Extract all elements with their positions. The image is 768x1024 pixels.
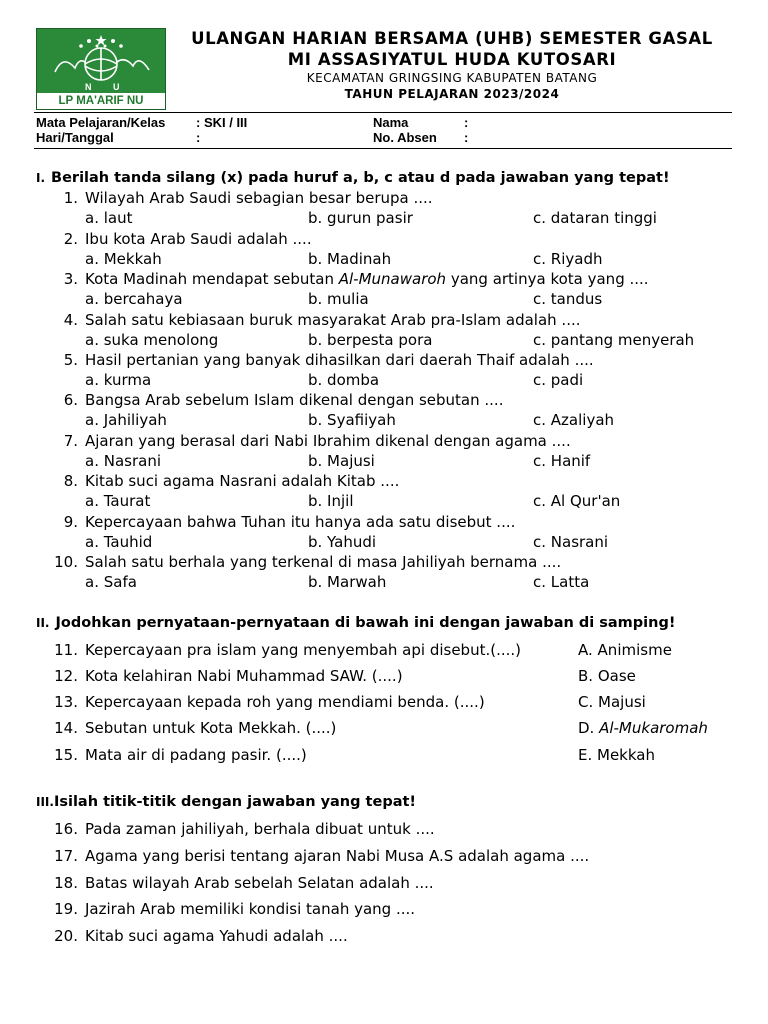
matching-answer (578, 719, 708, 737)
option-b[interactable]: b. Marwah (308, 573, 387, 591)
absen-value: : (464, 130, 469, 145)
option-a[interactable]: a. suka menolong (85, 331, 219, 349)
option-c[interactable]: c. padi (533, 371, 584, 389)
matching-answer-letter: A. (578, 641, 598, 659)
fill-question: Jazirah Arab memiliki kondisi tanah yang .... (85, 900, 416, 918)
option-c[interactable]: c. dataran tinggi (533, 209, 657, 227)
question-number: 8. (63, 472, 78, 490)
option-a[interactable]: a. Tauhid (85, 533, 153, 551)
matching-number: 11. (54, 641, 78, 659)
matching-statement: Sebutan untuk Kota Mekkah. (....) (85, 719, 337, 737)
matching-answer-letter: B. (578, 667, 598, 685)
matching-answer-letter: E. (578, 746, 598, 764)
option-c[interactable]: c. Hanif (533, 452, 591, 470)
question-text: Ajaran yang berasal dari Nabi Ibrahim dikenal dengan agama .... (85, 432, 571, 450)
option-c[interactable]: c. Azaliyah (533, 411, 615, 429)
matching-number: 12. (54, 667, 78, 685)
question-text-part: yang artinya kota yang .... (446, 270, 649, 288)
district-name: KECAMATAN GRINGSING KABUPATEN BATANG (306, 71, 598, 85)
fill-question: Pada zaman jahiliyah, berhala dibuat untuk .... (85, 820, 435, 838)
section-3-title: Isilah titik-titik dengan jawaban yang tepat! (53, 794, 417, 810)
question-text: Wilayah Arab Saudi sebagian besar berupa .... (85, 189, 433, 207)
matching-answer (578, 641, 672, 659)
option-a[interactable]: a. bercahaya (85, 290, 183, 308)
option-c[interactable]: c. pantang menyerah (533, 331, 695, 349)
question-text: Hasil pertanian yang banyak dihasilkan dari daerah Thaif adalah .... (85, 351, 594, 369)
section-2-number: II. (36, 616, 50, 630)
section-3-number: III. (36, 795, 54, 809)
section-1-number: I. (36, 171, 46, 185)
option-b[interactable]: b. Syafiiyah (308, 411, 396, 429)
matching-answer-text: Mekkah (597, 746, 655, 764)
option-a[interactable]: a. laut (85, 209, 133, 227)
section-2-title: Jodohkan pernyataan-pernyataan di bawah ini dengan jawaban di samping! (55, 615, 676, 631)
header-divider-top (34, 112, 732, 113)
section-2-heading (36, 615, 675, 631)
option-a[interactable]: a. Jahiliyah (85, 411, 167, 429)
question-number: 1. (63, 189, 78, 207)
matching-answer (578, 746, 655, 764)
date-label: Hari/Tanggal (36, 130, 114, 145)
question-text: Salah satu berhala yang terkenal di masa Jahiliyah bernama .... (85, 553, 562, 571)
matching-answer-text: Oase (597, 667, 636, 685)
question-text-part: Kota Madinah mendapat sebutan (85, 270, 339, 288)
matching-statement: Kepercayaan kepada roh yang mendiami benda. (....) (85, 693, 485, 711)
fill-question: Kitab suci agama Yahudi adalah .... (85, 927, 348, 945)
question-number: 7. (63, 432, 78, 450)
option-b[interactable]: b. Yahudi (308, 533, 377, 551)
question-text: Kepercayaan bahwa Tuhan itu hanya ada satu disebut .... (85, 513, 516, 531)
option-b[interactable]: b. Injil (308, 492, 354, 510)
matching-answer (578, 667, 636, 685)
option-c[interactable]: c. tandus (533, 290, 603, 308)
question-text: Ibu kota Arab Saudi adalah .... (85, 230, 312, 248)
option-a[interactable]: a. Safa (85, 573, 137, 591)
option-b[interactable]: b. gurun pasir (308, 209, 413, 227)
question-text: Bangsa Arab sebelum Islam dikenal dengan sebutan .... (85, 391, 504, 409)
option-c[interactable]: c. Al Qur'an (533, 492, 621, 510)
matching-answer-text: Majusi (598, 693, 646, 711)
option-a[interactable]: a. Mekkah (85, 250, 162, 268)
question-number: 3. (63, 270, 78, 288)
matching-number: 14. (54, 719, 78, 737)
fill-number: 20. (54, 927, 78, 945)
fill-question: Batas wilayah Arab sebelah Selatan adalah .... (85, 874, 434, 892)
matching-answer-letter: C. (578, 693, 599, 711)
option-a[interactable]: a. kurma (85, 371, 152, 389)
option-b[interactable]: b. berpesta pora (308, 331, 433, 349)
fill-number: 17. (54, 847, 78, 865)
option-c[interactable]: c. Latta (533, 573, 590, 591)
fill-question: Agama yang berisi tentang ajaran Nabi Musa A.S adalah agama .... (85, 847, 590, 865)
option-a[interactable]: a. Taurat (85, 492, 151, 510)
matching-answer-text: Al-Mukaromah (599, 719, 708, 737)
option-b[interactable]: b. domba (308, 371, 380, 389)
option-b[interactable]: b. mulia (308, 290, 369, 308)
option-b[interactable]: b. Madinah (308, 250, 392, 268)
option-c[interactable]: c. Riyadh (533, 250, 603, 268)
nu-emblem-icon (41, 32, 161, 92)
question-number: 5. (63, 351, 78, 369)
section-3-heading (36, 794, 416, 810)
matching-number: 13. (54, 693, 78, 711)
question-text: Kitab suci agama Nasrani adalah Kitab .... (85, 472, 400, 490)
question-number: 9. (63, 513, 78, 531)
matching-statement: Mata air di padang pasir. (....) (85, 746, 307, 764)
subject-value: : SKI / III (196, 115, 248, 130)
absen-label: No. Absen (373, 130, 437, 145)
option-c[interactable]: c. Nasrani (533, 533, 609, 551)
subject-label: Mata Pelajaran/Kelas (36, 115, 166, 130)
section-1-title: Berilah tanda silang (x) pada huruf a, b, c atau d pada jawaban yang tepat! (51, 170, 670, 186)
name-value: : (464, 115, 469, 130)
question-number: 6. (63, 391, 78, 409)
academic-year: TAHUN PELAJARAN 2023/2024 (344, 87, 560, 101)
question-text: Salah satu kebiasaan buruk masyarakat Arab pra-Islam adalah .... (85, 311, 581, 329)
matching-number: 15. (54, 746, 78, 764)
matching-answer-letter: D. (578, 719, 600, 737)
exam-title: ULANGAN HARIAN BERSAMA (UHB) SEMESTER GASAL (191, 29, 713, 48)
name-label: Nama (373, 115, 409, 130)
matching-answer (578, 693, 646, 711)
matching-statement: Kepercayaan pra islam yang menyembah api disebut.(....) (85, 641, 522, 659)
fill-number: 19. (54, 900, 78, 918)
logo-letter-u: U (113, 82, 120, 92)
fill-number: 18. (54, 874, 78, 892)
logo-label: LP MA'ARIF NU (37, 93, 165, 109)
date-value: : (196, 130, 201, 145)
matching-statement: Kota kelahiran Nabi Muhammad SAW. (....) (85, 667, 403, 685)
question-number: 10. (54, 553, 78, 571)
header-divider-bottom (34, 148, 732, 149)
option-b[interactable]: b. Majusi (308, 452, 375, 470)
logo-letter-n: N (85, 82, 92, 92)
question-number: 2. (63, 230, 78, 248)
option-a[interactable]: a. Nasrani (85, 452, 161, 470)
lp-maarif-nu-logo (36, 28, 166, 110)
fill-number: 16. (54, 820, 78, 838)
section-1-heading (36, 170, 670, 186)
question-number: 4. (63, 311, 78, 329)
matching-answer-text: Animisme (597, 641, 672, 659)
question-text (85, 270, 649, 288)
school-name: MI ASSASIYATUL HUDA KUTOSARI (287, 50, 617, 69)
question-text-italic: Al-Munawaroh (338, 270, 447, 288)
